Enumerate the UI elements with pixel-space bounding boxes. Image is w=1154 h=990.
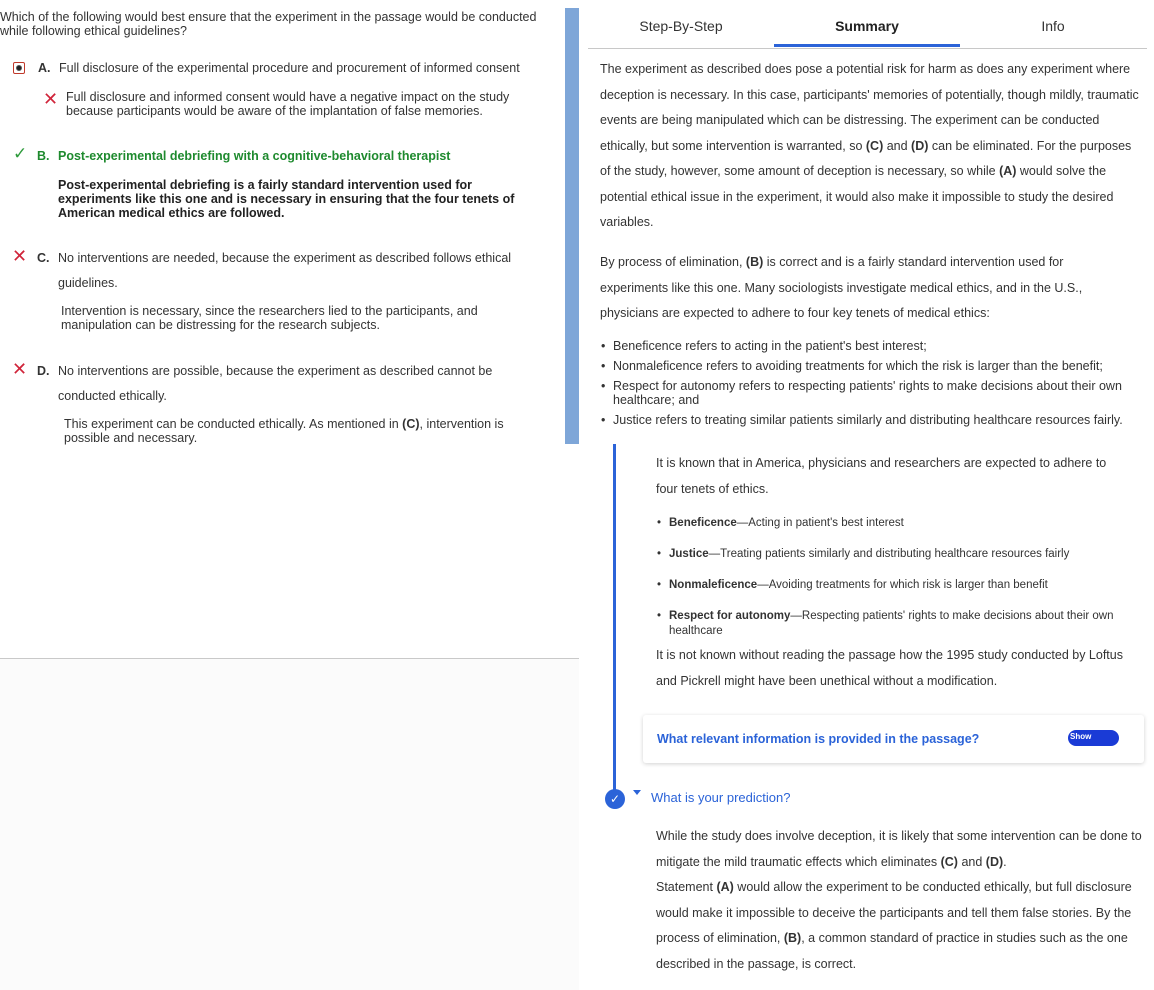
option-b-text[interactable]: Post-experimental debriefing with a cognitive-behavioral therapist xyxy=(58,149,451,163)
option-d-explanation: This experiment can be conducted ethically. As mentioned in (C), intervention is possible and necessary. xyxy=(64,417,504,445)
option-a-radio[interactable] xyxy=(13,62,25,74)
option-d-text-line2[interactable]: conducted ethically. xyxy=(58,389,167,403)
list-item: • Nonmaleficence—Avoiding treatments for which risk is larger than benefit xyxy=(657,578,1142,593)
option-c-explanation: Intervention is necessary, since the researchers lied to the participants, and manipulation can be distressing for the research subjects. xyxy=(61,304,478,332)
option-a-text[interactable]: Full disclosure of the experimental procedure and procurement of informed consent xyxy=(59,61,520,75)
step-line xyxy=(613,444,616,794)
list-item: • Nonmaleficence refers to avoiding treatments for which the risk is larger than the benefit; xyxy=(601,359,1141,373)
x-icon: ✕ xyxy=(12,359,28,379)
option-c-text-line2[interactable]: guidelines. xyxy=(58,276,118,290)
list-item: • Justice—Treating patients similarly and distributing healthcare resources fairly xyxy=(657,547,1142,562)
check-icon: ✓ xyxy=(13,144,28,163)
option-d-text-line1[interactable]: No interventions are possible, because the experiment as described cannot be xyxy=(58,364,493,378)
scrollbar[interactable] xyxy=(565,8,579,444)
ethics-tenets-list xyxy=(657,516,1142,655)
check-circle-icon: ✓ xyxy=(605,789,625,809)
tab-summary[interactable]: Summary xyxy=(835,18,899,34)
option-b-explanation: Post-experimental debriefing is a fairly standard intervention used for experiments like this one and is necessary in ensuring that the four tenets of American medical ethics are followed. xyxy=(58,178,515,220)
list-item: • Beneficence refers to acting in the patient's best interest; xyxy=(601,339,1141,353)
list-item: • Respect for autonomy—Respecting patients' rights to make decisions about their own healthcare xyxy=(657,609,1142,639)
passage-info-card[interactable] xyxy=(643,715,1144,763)
option-a-explanation: Full disclosure and informed consent would have a negative impact on the study because participants would be aware of the implantation of false memories. xyxy=(66,90,510,118)
question-panel xyxy=(0,0,565,658)
summary-paragraph-2: By process of elimination, (B) is correct and is a fairly standard intervention used for experiments like this one. Many sociologists investigate medical ethics, and in the U.S., physicians are expected to adhere to four key tenets of medical ethics: xyxy=(600,255,1083,320)
question-text: Which of the following would best ensure that the experiment in the passage would be conducted while following ethical guidelines? xyxy=(0,10,537,38)
toggle-label: Show xyxy=(1070,732,1092,741)
tab-bar xyxy=(588,0,1147,49)
tab-step-by-step[interactable]: Step-By-Step xyxy=(639,18,723,34)
empty-area xyxy=(0,659,579,990)
show-toggle[interactable] xyxy=(1068,730,1119,746)
summary-paragraph-1: The experiment as described does pose a potential risk for harm as does any experiment where deception is necessary. In this case, participants' memories of potentially, though mildly, traumatic events are being manipulated which can be distressing. The experiment can be conducted ethically, but some intervention is warranted, so (C) and (D) can be eliminated. For the purposes of the study, however, some amount of deception is necessary, so while (A) would solve the potential ethical issue in the experiment, it would also make it impossible to study the desired variables. xyxy=(600,62,1139,229)
prediction-text: While the study does involve deception, it is likely that some intervention can be done to mitigate the mild traumatic effects which eliminates (C) and (D). Statement (A) would allow the experiment to be conducted ethically, but full disclosure would make it impossible to deceive the participants and tell them false stories. By the process of elimination, (B), a common standard of practice in studies such as the one described in the passage, is correct. xyxy=(656,829,1142,971)
list-item: • Justice refers to treating similar patients similarly and distributing healthcare resources fairly. xyxy=(601,413,1141,427)
option-c-text-line1[interactable]: No interventions are needed, because the experiment as described follows ethical xyxy=(58,251,512,265)
card-question: What relevant information is provided in the passage? xyxy=(657,732,980,746)
option-a-letter: A. xyxy=(38,61,51,75)
x-icon: ✕ xyxy=(43,89,59,109)
radio-selected-icon[interactable] xyxy=(13,62,25,74)
caret-down-icon[interactable] xyxy=(633,790,641,795)
known-text: It is known that in America, physicians and researchers are expected to adhere to four tenets of ethics. xyxy=(656,456,1107,496)
option-d-letter: D. xyxy=(37,364,50,378)
prediction-label[interactable]: What is your prediction? xyxy=(651,790,791,805)
option-c-letter: C. xyxy=(37,251,50,265)
x-icon: ✕ xyxy=(12,246,28,266)
tenets-list xyxy=(601,339,1141,433)
option-b-letter: B. xyxy=(37,149,50,163)
list-item: • Respect for autonomy refers to respecting patients' rights to make decisions about their own healthcare; and xyxy=(601,379,1141,407)
tab-info[interactable]: Info xyxy=(1041,18,1065,34)
unknown-text: It is not known without reading the passage how the 1995 study conducted by Loftus and Pickrell might have been unethical without a modification. xyxy=(656,648,1123,688)
list-item: • Beneficence—Acting in patient's best interest xyxy=(657,516,1142,531)
active-tab-indicator xyxy=(774,44,960,47)
